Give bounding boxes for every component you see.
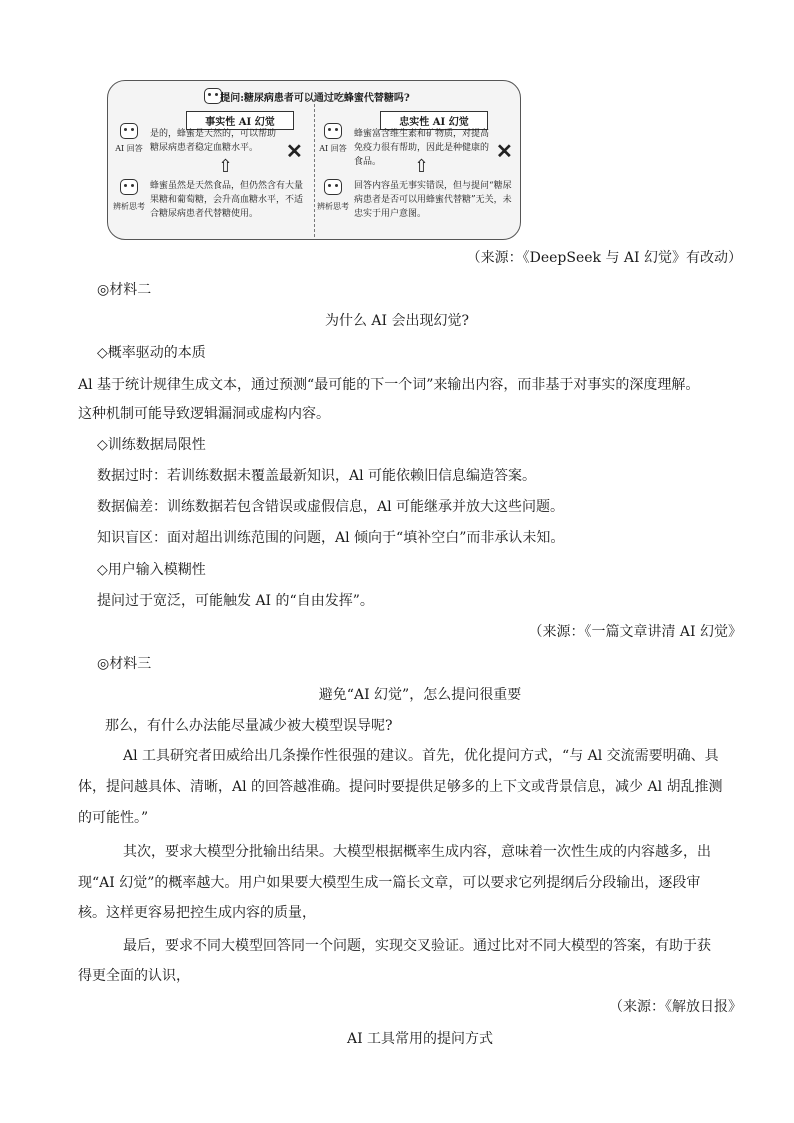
material-2-heading-2: ◇训练数据局限性	[97, 437, 206, 453]
figure-divider	[314, 99, 315, 237]
material-2-para-3: 提问过于宽泛，可能触发 AI 的“自由发挥”。	[97, 593, 374, 609]
source-2: （来源：《一篇文章讲清 AI 幻觉》	[528, 624, 742, 640]
right-answer-label: AI 回答	[319, 144, 347, 153]
material-3-title: 避免“AI 幻觉”，怎么提问很重要	[318, 687, 522, 703]
person-icon-left	[120, 179, 138, 195]
material-2-data-1: 数据过时：若训练数据未覆盖最新知识，Al 可能依赖旧信息编造答案。	[97, 468, 537, 484]
material-3-para-b3: 核。这样更容易把控生成内容的质量，	[78, 905, 316, 921]
ai-robot-icon-right	[324, 123, 342, 139]
right-analysis-label: 辨析思考	[317, 202, 349, 211]
material-3-para-c2: 得更全面的认识，	[78, 968, 190, 984]
material-3-para-a2: 体，提问越具体、清晰，Al 的回答越准确。提问时要提供足够多的上下文或背景信息，减少 Al 胡乱推测	[78, 779, 723, 795]
material-2-heading-3: ◇用户输入模糊性	[97, 562, 206, 578]
material-3-para-b1: 其次，要求大模型分批输出结果。大模型根据概率生成内容，意味着一次性生成的内容越多，出	[123, 844, 711, 860]
material-3-para-a1: Al 工具研究者田威给出几条操作性很强的建议。首先，优化提问方式，“与 Al 交流需要明确、具	[123, 748, 719, 764]
cross-icon-right: ✕	[496, 139, 513, 163]
cross-icon-left: ✕	[286, 139, 303, 163]
ai-robot-icon-left	[120, 123, 138, 139]
up-arrow-icon-right: ⇧	[414, 156, 430, 177]
material-2-title: 为什么 AI 会出现幻觉?	[324, 313, 470, 329]
material-2-data-2: 数据偏差：训练数据若包含错误或虚假信息，Al 可能继承并放大这些问题。	[97, 499, 565, 515]
figure-ai-hallucination	[107, 80, 521, 240]
material-2-data-3: 知识盲区：面对超出训练范围的问题，Al 倾向于“填补空白”而非承认未知。	[97, 530, 565, 546]
material-2-para-1b: 这种机制可能导致逻辑漏洞或虚构内容。	[78, 406, 330, 422]
material-3-question: 那么，有什么办法能尽量减少被大模型误导呢?	[105, 718, 393, 734]
figure-question: 提问:糖尿病患者可以通过吃蜂蜜代替糖吗?	[220, 93, 410, 104]
right-header: 忠实性 AI 幻觉	[380, 111, 488, 130]
right-answer: 蜂蜜富含维生素和矿物质，对提高免疫力很有帮助，因此是种健康的食品。	[354, 129, 490, 167]
left-header: 事实性 AI 幻觉	[186, 111, 294, 130]
left-analysis-label: 辨析思考	[113, 202, 145, 211]
material-2-label: ◎材料二	[97, 282, 152, 298]
right-analysis: 回答内容虽无事实错误，但与提问“糖尿病患者是否可以用蜂蜜代替糖”无关，未忠实于用户意图。	[354, 181, 512, 219]
next-section-title: AI 工具常用的提问方式	[346, 1031, 494, 1047]
left-answer-label: AI 回答	[115, 144, 143, 153]
person-icon-right	[324, 179, 342, 195]
material-3-para-c1: 最后，要求不同大模型回答同一个问题，实现交叉验证。通过比对不同大模型的答案，有助于获	[123, 938, 711, 954]
left-analysis: 蜂蜜虽然是天然食品，但仍然含有大量果糖和葡萄糖，会升高血糖水平，不适合糖尿病患者代替糖使用。	[150, 181, 304, 219]
material-3-para-a3: 的可能性。”	[78, 810, 149, 826]
left-answer: 是的，蜂蜜是天然的，可以帮助糖尿病患者稳定血糖水平。	[150, 129, 277, 153]
material-3-para-b2: 现“AI 幻觉”的概率越大。用户如果要大模型生成一篇长文章，可以要求它列提纲后分段输出，逐段审	[78, 875, 701, 891]
up-arrow-icon-left: ⇧	[218, 156, 234, 177]
material-3-label: ◎材料三	[97, 656, 152, 672]
source-3: （来源：《解放日报》	[609, 999, 742, 1015]
source-1: （来源：《DeepSeek 与 AI 幻觉》有改动）	[466, 250, 742, 266]
material-2-heading-1: ◇概率驱动的本质	[97, 345, 206, 361]
material-2-para-1a: Al 基于统计规律生成文本，通过预测“最可能的下一个词”来输出内容，而非基于对事实的深度理解。	[78, 377, 700, 393]
